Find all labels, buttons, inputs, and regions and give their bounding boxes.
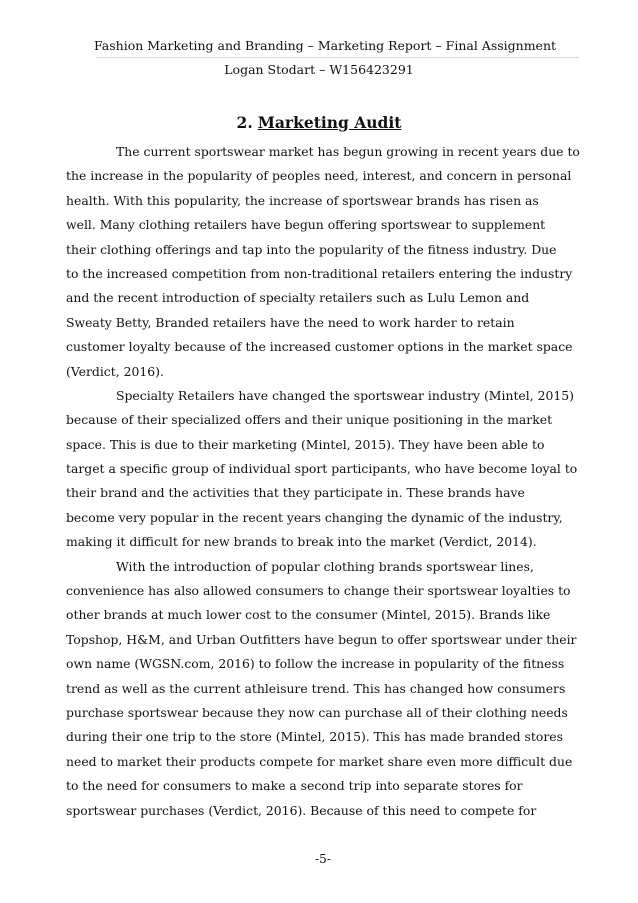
paragraph-1-line: and the recent introduction of specialty retailers such as Lulu Lemon and — [66, 290, 530, 306]
paragraph-1-line: (Verdict, 2016). — [66, 363, 164, 379]
paragraph-3-line: Topshop, H&M, and Urban Outfitters have begun to offer sportswear under their — [66, 631, 577, 647]
paragraph-1-line: the increase in the popularity of peoples need, interest, and concern in personal — [66, 168, 572, 184]
paragraph-2-line: target a specific group of individual sport participants, who have become loyal to — [66, 461, 578, 477]
paragraph-3-line: trend as well as the current athleisure trend. This has changed how consumers — [66, 680, 566, 696]
paragraph-1-line: customer loyalty because of the increased customer options in the market space — [66, 339, 573, 355]
paragraph-1-line: their clothing offerings and tap into the popularity of the fitness industry. Due — [66, 241, 557, 257]
body-text — [66, 140, 580, 823]
paragraph-3-line: With the introduction of popular clothing brands sportswear lines, — [116, 558, 534, 574]
paragraph-1-line: Sweaty Betty, Branded retailers have the need to work harder to retain — [66, 314, 515, 330]
paragraph-3-line: own name (WGSN.com, 2016) to follow the increase in popularity of the fitness — [66, 656, 565, 672]
paragraph-2-line: their brand and the activities that they participate in. These brands have — [66, 485, 525, 501]
paragraph-2-line: space. This is due to their marketing (Mintel, 2015). They have been able to — [66, 436, 545, 452]
section-number: 2. — [236, 113, 253, 132]
paragraph-2-line: making it difficult for new brands to break into the market (Verdict, 2014). — [66, 534, 537, 550]
paragraph-1-line: well. Many clothing retailers have begun offering sportswear to supplement — [66, 217, 546, 233]
page-number: -5- — [315, 852, 331, 866]
paragraph-3-line: need to market their products compete for market share even more difficult due — [66, 753, 573, 769]
paragraph-3-line: other brands at much lower cost to the consumer (Mintel, 2015). Brands like — [66, 607, 551, 623]
paragraph-2-line: Specialty Retailers have changed the sportswear industry (Mintel, 2015) — [116, 387, 574, 403]
paragraph-3-line: purchase sportswear because they now can purchase all of their clothing needs — [66, 704, 568, 720]
paragraph-1-line: The current sportswear market has begun growing in recent years due to — [116, 144, 580, 159]
paragraph-1-line: to the increased competition from non-traditional retailers entering the industry — [66, 265, 573, 281]
paragraph-1-line: health. With this popularity, the increase of sportswear brands has risen as — [66, 192, 539, 208]
running-header-title: Fashion Marketing and Branding – Marketing Report – Final Assignment — [93, 38, 557, 53]
paragraph-3-line: to the need for consumers to make a second trip into separate stores for — [66, 778, 523, 794]
paragraph-3-line: convenience has also allowed consumers to change their sportswear loyalties to — [66, 583, 571, 599]
section-heading — [0, 113, 638, 132]
paragraph-3-line: sportswear purchases (Verdict, 2016). Because of this need to compete for — [66, 802, 537, 818]
paragraph-2-line: because of their specialized offers and their unique positioning in the market — [66, 412, 553, 428]
paragraph-2-line: become very popular in the recent years changing the dynamic of the industry, — [66, 509, 563, 525]
running-header-author: Logan Stodart – W156423291 — [224, 62, 414, 77]
paragraph-3-line: during their one trip to the store (Mintel, 2015). This has made branded stores — [66, 729, 563, 745]
section-title: Marketing Audit — [257, 113, 402, 132]
header-divider — [96, 57, 579, 58]
